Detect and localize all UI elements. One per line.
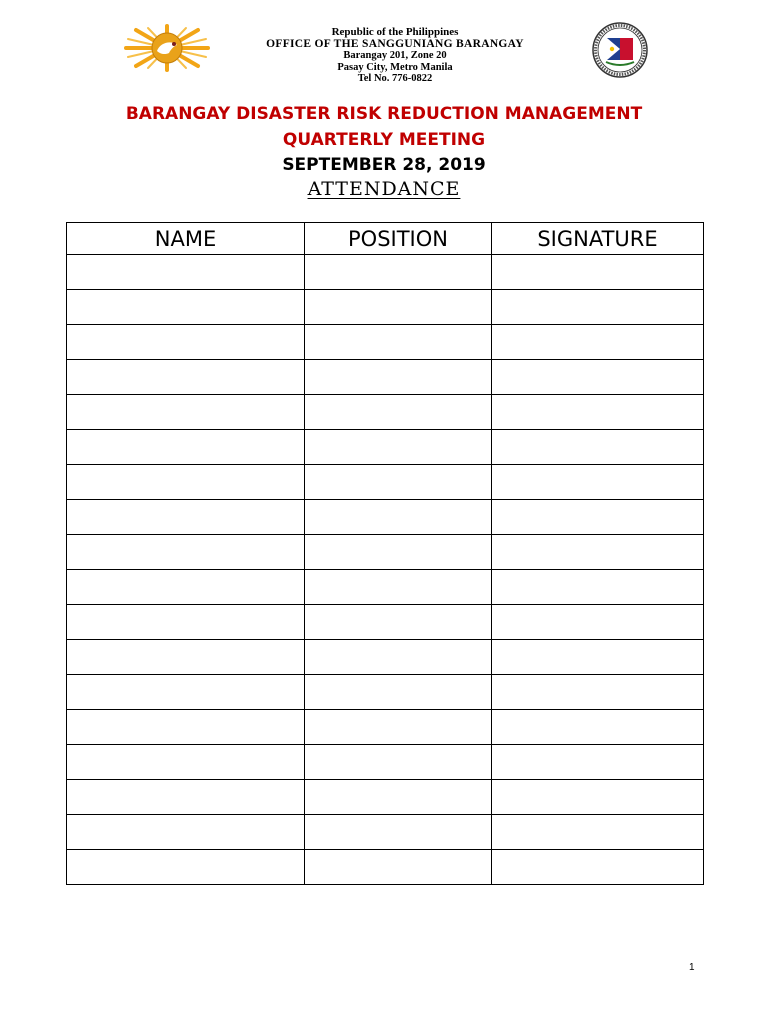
signature-cell[interactable] [492, 535, 704, 570]
signature-cell[interactable] [492, 850, 704, 885]
name-cell[interactable] [67, 745, 305, 780]
name-cell[interactable] [67, 570, 305, 605]
table-row [67, 430, 704, 465]
meeting-type: QUARTERLY MEETING [282, 130, 486, 150]
position-cell[interactable] [305, 535, 492, 570]
position-cell[interactable] [305, 570, 492, 605]
table-row [67, 395, 704, 430]
position-cell[interactable] [305, 780, 492, 815]
name-cell[interactable] [67, 290, 305, 325]
signature-cell[interactable] [492, 780, 704, 815]
table-row [67, 780, 704, 815]
table-row [67, 360, 704, 395]
name-cell[interactable] [67, 850, 305, 885]
signature-cell[interactable] [492, 465, 704, 500]
table-row [67, 850, 704, 885]
office-address-block [214, 27, 576, 85]
table-row [67, 325, 704, 360]
signature-cell[interactable] [492, 605, 704, 640]
barangay-zone: Barangay 201, Zone 20 [343, 50, 447, 61]
position-cell[interactable] [305, 500, 492, 535]
signature-cell[interactable] [492, 360, 704, 395]
position-cell[interactable] [305, 360, 492, 395]
position-cell[interactable] [305, 325, 492, 360]
position-cell[interactable] [305, 465, 492, 500]
table-row [67, 535, 704, 570]
position-cell[interactable] [305, 395, 492, 430]
signature-cell[interactable] [492, 325, 704, 360]
position-cell[interactable] [305, 605, 492, 640]
signature-cell[interactable] [492, 395, 704, 430]
position-cell[interactable] [305, 815, 492, 850]
attendance-rows [67, 255, 704, 885]
signature-cell[interactable] [492, 430, 704, 465]
signature-cell[interactable] [492, 290, 704, 325]
table-header-row [67, 223, 704, 255]
position-column-header: POSITION [305, 223, 492, 255]
position-cell[interactable] [305, 640, 492, 675]
signature-cell[interactable] [492, 675, 704, 710]
signature-cell[interactable] [492, 745, 704, 780]
attendance-table [66, 222, 704, 885]
table-row [67, 605, 704, 640]
table-row [67, 815, 704, 850]
signature-cell[interactable] [492, 640, 704, 675]
table-row [67, 255, 704, 290]
name-cell[interactable] [67, 815, 305, 850]
name-cell[interactable] [67, 675, 305, 710]
position-cell[interactable] [305, 255, 492, 290]
position-cell[interactable] [305, 290, 492, 325]
republic-line: Republic of the Philippines [331, 26, 459, 38]
table-row [67, 465, 704, 500]
sun-emblem-logo [122, 24, 212, 72]
name-cell[interactable] [67, 395, 305, 430]
name-cell[interactable] [67, 605, 305, 640]
barangay-seal-logo [580, 22, 660, 78]
name-cell[interactable] [67, 430, 305, 465]
signature-cell[interactable] [492, 570, 704, 605]
table-row [67, 570, 704, 605]
table-row [67, 640, 704, 675]
name-column-header: NAME [67, 223, 305, 255]
table-row [67, 710, 704, 745]
signature-cell[interactable] [492, 815, 704, 850]
table-row [67, 675, 704, 710]
table-row [67, 500, 704, 535]
name-cell[interactable] [67, 710, 305, 745]
office-name: OFFICE OF THE SANGGUNIANG BARANGAY [266, 37, 524, 50]
position-cell[interactable] [305, 745, 492, 780]
signature-cell[interactable] [492, 710, 704, 745]
name-cell[interactable] [67, 255, 305, 290]
name-cell[interactable] [67, 500, 305, 535]
name-cell[interactable] [67, 535, 305, 570]
signature-column-header: SIGNATURE [492, 223, 704, 255]
telephone-number: Tel No. 776-0822 [357, 73, 433, 84]
position-cell[interactable] [305, 850, 492, 885]
attendance-heading [0, 178, 768, 200]
table-row [67, 745, 704, 780]
document-title: BARANGAY DISASTER RISK REDUCTION MANAGEMENT [125, 104, 643, 124]
signature-cell[interactable] [492, 500, 704, 535]
position-cell[interactable] [305, 710, 492, 745]
position-cell[interactable] [305, 430, 492, 465]
name-cell[interactable] [67, 640, 305, 675]
name-cell[interactable] [67, 360, 305, 395]
table-row [67, 290, 704, 325]
name-cell[interactable] [67, 325, 305, 360]
name-cell[interactable] [67, 465, 305, 500]
position-cell[interactable] [305, 675, 492, 710]
signature-cell[interactable] [492, 255, 704, 290]
name-cell[interactable] [67, 780, 305, 815]
city-line: Pasay City, Metro Manila [337, 61, 453, 73]
page-number: 1 [689, 962, 695, 973]
letterhead [0, 22, 768, 82]
attendance-label: ATTENDANCE [307, 178, 461, 200]
meeting-date: SEPTEMBER 28, 2019 [282, 155, 486, 175]
